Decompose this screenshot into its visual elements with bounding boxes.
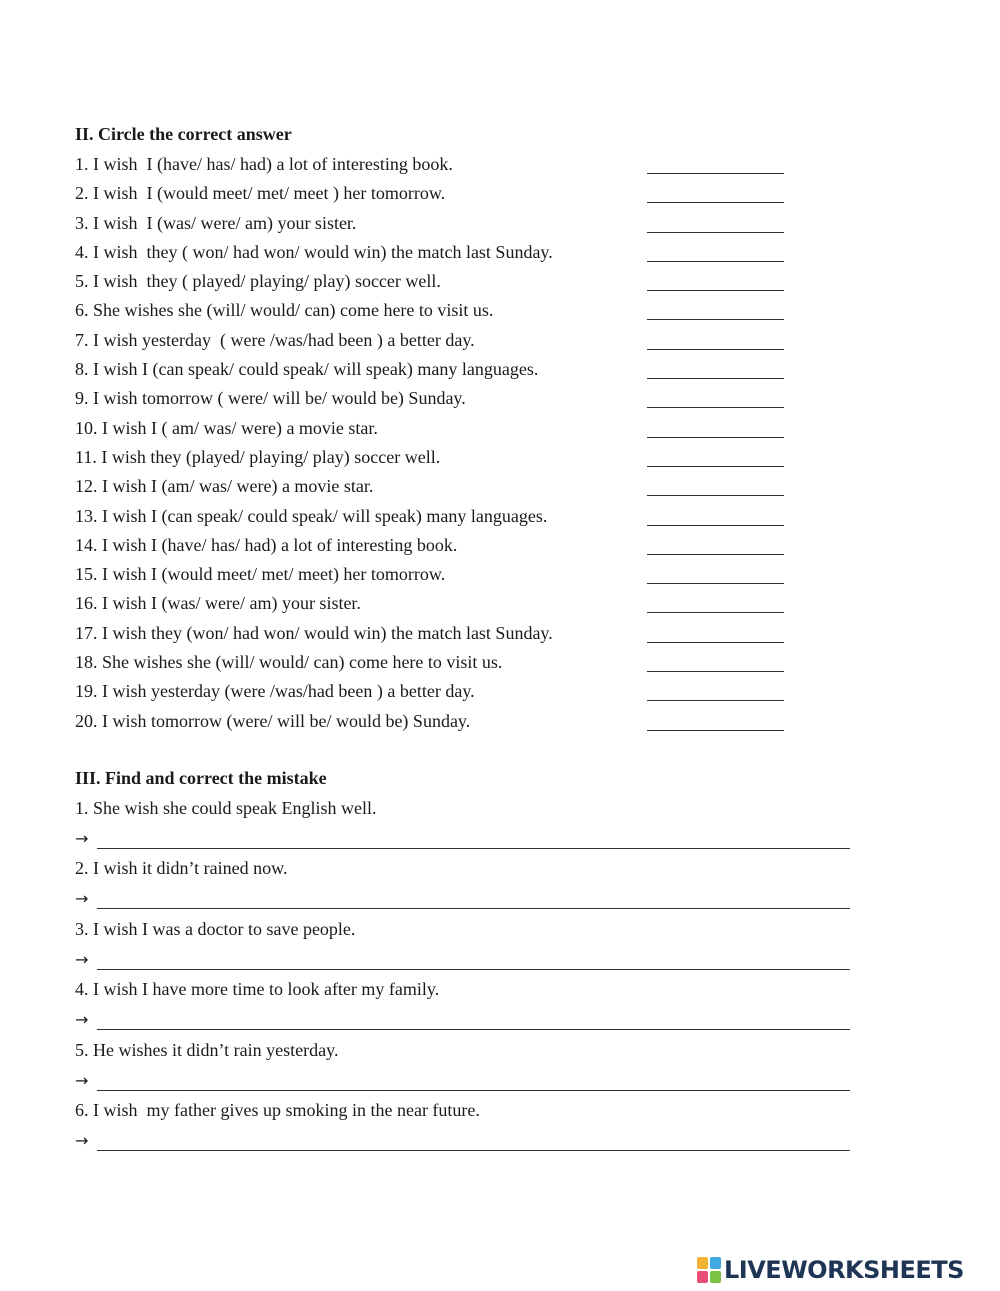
mistake-item xyxy=(75,1039,855,1099)
answer-blank[interactable] xyxy=(647,525,784,526)
question-text: 5. I wish they ( played/ playing/ play) soccer well. xyxy=(75,271,441,292)
question-row xyxy=(75,563,795,592)
mistake-sentence: 4. I wish I have more time to look after my family. xyxy=(75,979,440,1000)
question-text: 16. I wish I (was/ were/ am) your sister. xyxy=(75,593,361,614)
question-row xyxy=(75,358,795,387)
question-row xyxy=(75,182,795,211)
question-row xyxy=(75,153,795,182)
answer-blank[interactable] xyxy=(647,671,784,672)
answer-blank[interactable] xyxy=(647,378,784,379)
correction-answer-line[interactable] xyxy=(97,1090,850,1091)
find-mistake-list xyxy=(75,797,855,1159)
circle-answer-list xyxy=(75,153,795,739)
section-3-title: III. Find and correct the mistake xyxy=(75,768,327,788)
mistake-sentence: 6. I wish my father gives up smoking in the near future. xyxy=(75,1099,480,1120)
answer-blank[interactable] xyxy=(647,290,784,291)
mistake-sentence: 1. She wish she could speak English well. xyxy=(75,798,377,818)
question-row xyxy=(75,417,795,446)
question-row xyxy=(75,592,795,621)
correction-answer-line[interactable] xyxy=(97,1029,850,1030)
question-row xyxy=(75,270,795,299)
question-text: 9. I wish tomorrow ( were/ will be/ would be) Sunday. xyxy=(75,388,466,409)
arrow-icon: → xyxy=(75,1070,89,1090)
question-text: 13. I wish I (can speak/ could speak/ will speak) many languages. xyxy=(75,505,548,526)
question-text: 12. I wish I (am/ was/ were) a movie star. xyxy=(75,476,374,497)
answer-blank[interactable] xyxy=(647,554,784,555)
question-row xyxy=(75,680,795,709)
mistake-item xyxy=(75,918,855,978)
answer-blank[interactable] xyxy=(647,232,784,233)
question-row xyxy=(75,622,795,651)
mistake-item xyxy=(75,857,855,917)
correction-answer-line[interactable] xyxy=(97,1150,850,1151)
answer-blank[interactable] xyxy=(647,173,784,174)
logo-square xyxy=(697,1271,708,1283)
liveworksheets-logo-text: LIVEWORKSHEETS xyxy=(724,1256,964,1284)
mistake-item xyxy=(75,978,855,1038)
answer-blank[interactable] xyxy=(647,466,784,467)
arrow-icon: → xyxy=(75,1010,89,1030)
question-row xyxy=(75,534,795,563)
question-text: 1. I wish I (have/ has/ had) a lot of interesting book. xyxy=(75,154,453,174)
logo-square xyxy=(710,1271,721,1283)
question-row xyxy=(75,475,795,504)
question-row xyxy=(75,710,795,739)
question-row xyxy=(75,651,795,680)
question-row xyxy=(75,387,795,416)
question-row xyxy=(75,329,795,358)
question-text: 14. I wish I (have/ has/ had) a lot of interesting book. xyxy=(75,534,458,555)
question-text: 18. She wishes she (will/ would/ can) come here to visit us. xyxy=(75,652,503,673)
liveworksheets-logo-icon xyxy=(697,1257,721,1283)
question-text: 19. I wish yesterday (were /was/had been ) a better day. xyxy=(75,681,475,702)
question-text: 4. I wish they ( won/ had won/ would win) the match last Sunday. xyxy=(75,241,553,262)
arrow-icon: → xyxy=(75,949,89,969)
answer-blank[interactable] xyxy=(647,495,784,496)
answer-blank[interactable] xyxy=(647,730,784,731)
mistake-sentence: 2. I wish it didn’t rained now. xyxy=(75,858,288,879)
question-text: 15. I wish I (would meet/ met/ meet) her tomorrow. xyxy=(75,564,446,585)
correction-answer-line[interactable] xyxy=(97,908,850,909)
answer-blank[interactable] xyxy=(647,349,784,350)
answer-blank[interactable] xyxy=(647,437,784,438)
answer-blank[interactable] xyxy=(647,642,784,643)
liveworksheets-logo xyxy=(697,1256,964,1284)
question-text: 8. I wish I (can speak/ could speak/ will speak) many languages. xyxy=(75,359,539,380)
question-row xyxy=(75,505,795,534)
logo-square xyxy=(697,1257,708,1269)
question-text: 11. I wish they (played/ playing/ play) soccer well. xyxy=(75,446,441,467)
answer-blank[interactable] xyxy=(647,700,784,701)
arrow-icon: → xyxy=(75,1130,89,1150)
mistake-sentence: 3. I wish I was a doctor to save people. xyxy=(75,918,356,939)
arrow-icon: → xyxy=(75,829,89,848)
logo-square xyxy=(710,1257,721,1269)
correction-answer-line[interactable] xyxy=(97,969,850,970)
question-text: 2. I wish I (would meet/ met/ meet ) her tomorrow. xyxy=(75,183,446,204)
mistake-sentence: 5. He wishes it didn’t rain yesterday. xyxy=(75,1039,339,1060)
question-row xyxy=(75,212,795,241)
answer-blank[interactable] xyxy=(647,407,784,408)
answer-blank[interactable] xyxy=(647,612,784,613)
arrow-icon: → xyxy=(75,889,89,909)
question-text: 6. She wishes she (will/ would/ can) come here to visit us. xyxy=(75,300,494,321)
answer-blank[interactable] xyxy=(647,583,784,584)
question-text: 3. I wish I (was/ were/ am) your sister. xyxy=(75,212,357,233)
answer-blank[interactable] xyxy=(647,319,784,320)
question-row xyxy=(75,241,795,270)
section-2-title: II. Circle the correct answer xyxy=(75,124,292,144)
answer-blank[interactable] xyxy=(647,202,784,203)
question-text: 10. I wish I ( am/ was/ were) a movie star. xyxy=(75,417,378,438)
question-text: 17. I wish they (won/ had won/ would win) the match last Sunday. xyxy=(75,622,553,643)
question-text: 7. I wish yesterday ( were /was/had been ) a better day. xyxy=(75,329,475,350)
question-row xyxy=(75,446,795,475)
question-row xyxy=(75,299,795,328)
correction-answer-line[interactable] xyxy=(97,848,850,849)
answer-blank[interactable] xyxy=(647,261,784,262)
question-text: 20. I wish tomorrow (were/ will be/ would be) Sunday. xyxy=(75,710,471,731)
mistake-item xyxy=(75,1099,855,1159)
mistake-item xyxy=(75,797,855,857)
